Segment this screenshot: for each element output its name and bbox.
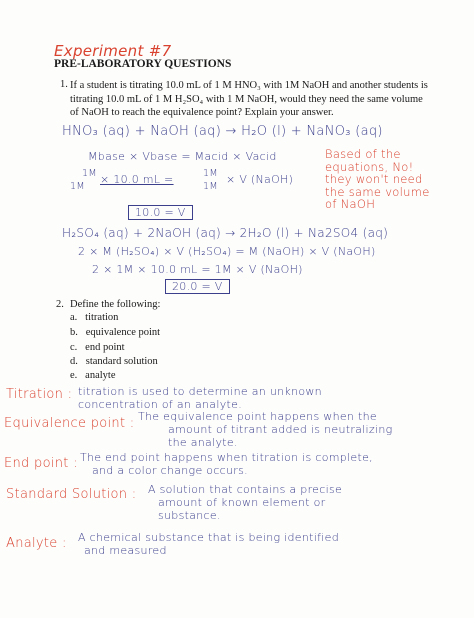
definition-label-endpoint: End point : [4, 456, 78, 471]
list-item: b. equivalence point [70, 327, 161, 338]
question-2-number: 2. [56, 299, 64, 310]
answer-note [325, 148, 430, 211]
definition-text-standard-solution: A solution that contains a precise amount of known element or substance. [148, 483, 343, 522]
list-item: c. end point [70, 342, 125, 353]
question-1-line-2: titrating 10.0 mL of 1 M H₂SO₄ with 1 M NaOH, would they need the same volume [70, 93, 423, 105]
question-1-number: 1. [60, 79, 68, 90]
answer-note-line: Based of the [325, 147, 401, 161]
equation-mole-ratio: 2 × M (H₂SO₄) × V (H₂SO₄) = M (NaOH) × V (NaOH) [78, 245, 376, 258]
equation-h2so4-naoh: H₂SO₄ (aq) + 2NaOH (aq) → 2H₂O (l) + Na2SO4 (aq) [62, 226, 389, 240]
list-item: d. standard solution [70, 356, 158, 367]
equation-hno3-naoh: HNO₃ (aq) + NaOH (aq) → H₂O (l) + NaNO₃ (aq) [62, 124, 383, 139]
answer-note-line: the same volume [325, 184, 430, 199]
definition-text-titration: titration is used to determine an unknown concentration of an analyte. [78, 385, 322, 411]
definition-text-equivalence: The equivalence point happens when the amount of titrant added is neutralizing the analyte. [138, 410, 393, 449]
question-2-prompt: Define the following: [70, 299, 161, 310]
definition-label-standard-solution: Standard Solution : [6, 487, 137, 502]
definition-label-titration: Titration : [6, 387, 73, 402]
calc-left-numerator: 1M [82, 168, 97, 179]
calc-right-denominator: 1M [203, 181, 218, 192]
definition-text-analyte: A chemical substance that is being identified and measured [78, 531, 339, 557]
answer-note-line: equations, No! [325, 159, 414, 174]
list-item: e. analyte [70, 370, 116, 381]
page-title: Experiment #7 [54, 42, 172, 60]
result-box-1: 10.0 = V [128, 205, 193, 220]
answer-note-line: they won't need [325, 172, 423, 186]
calc-line-2: 2 × 1M × 10.0 mL = 1M × V (NaOH) [92, 263, 303, 276]
question-1-line-1: If a student is titrating 10.0 mL of 1 M HNO₃ with 1M NaOH and another students is [70, 80, 428, 91]
calc-left-denominator: 1M [70, 181, 85, 192]
section-heading: PRE-LABORATORY QUESTIONS [54, 58, 232, 70]
calc-volume: × 10.0 mL = [100, 173, 174, 186]
titration-formula: Mbase × Vbase = Macid × Vacid [88, 150, 277, 163]
question-1-line-3: of NaOH to reach the equivalence point? Explain your answer. [70, 107, 334, 118]
definition-label-analyte: Analyte : [6, 536, 67, 551]
definition-text-endpoint: The end point happens when titration is complete, and a color change occurs. [80, 451, 373, 477]
definition-label-equivalence: Equivalence point : [4, 416, 135, 431]
result-box-2: 20.0 = V [165, 279, 230, 294]
calc-volume-naoh: × V (NaOH) [226, 173, 294, 186]
list-item: a. titration [70, 312, 119, 323]
answer-note-line: of NaOH [325, 197, 376, 211]
calc-right-numerator: 1M [203, 168, 218, 179]
